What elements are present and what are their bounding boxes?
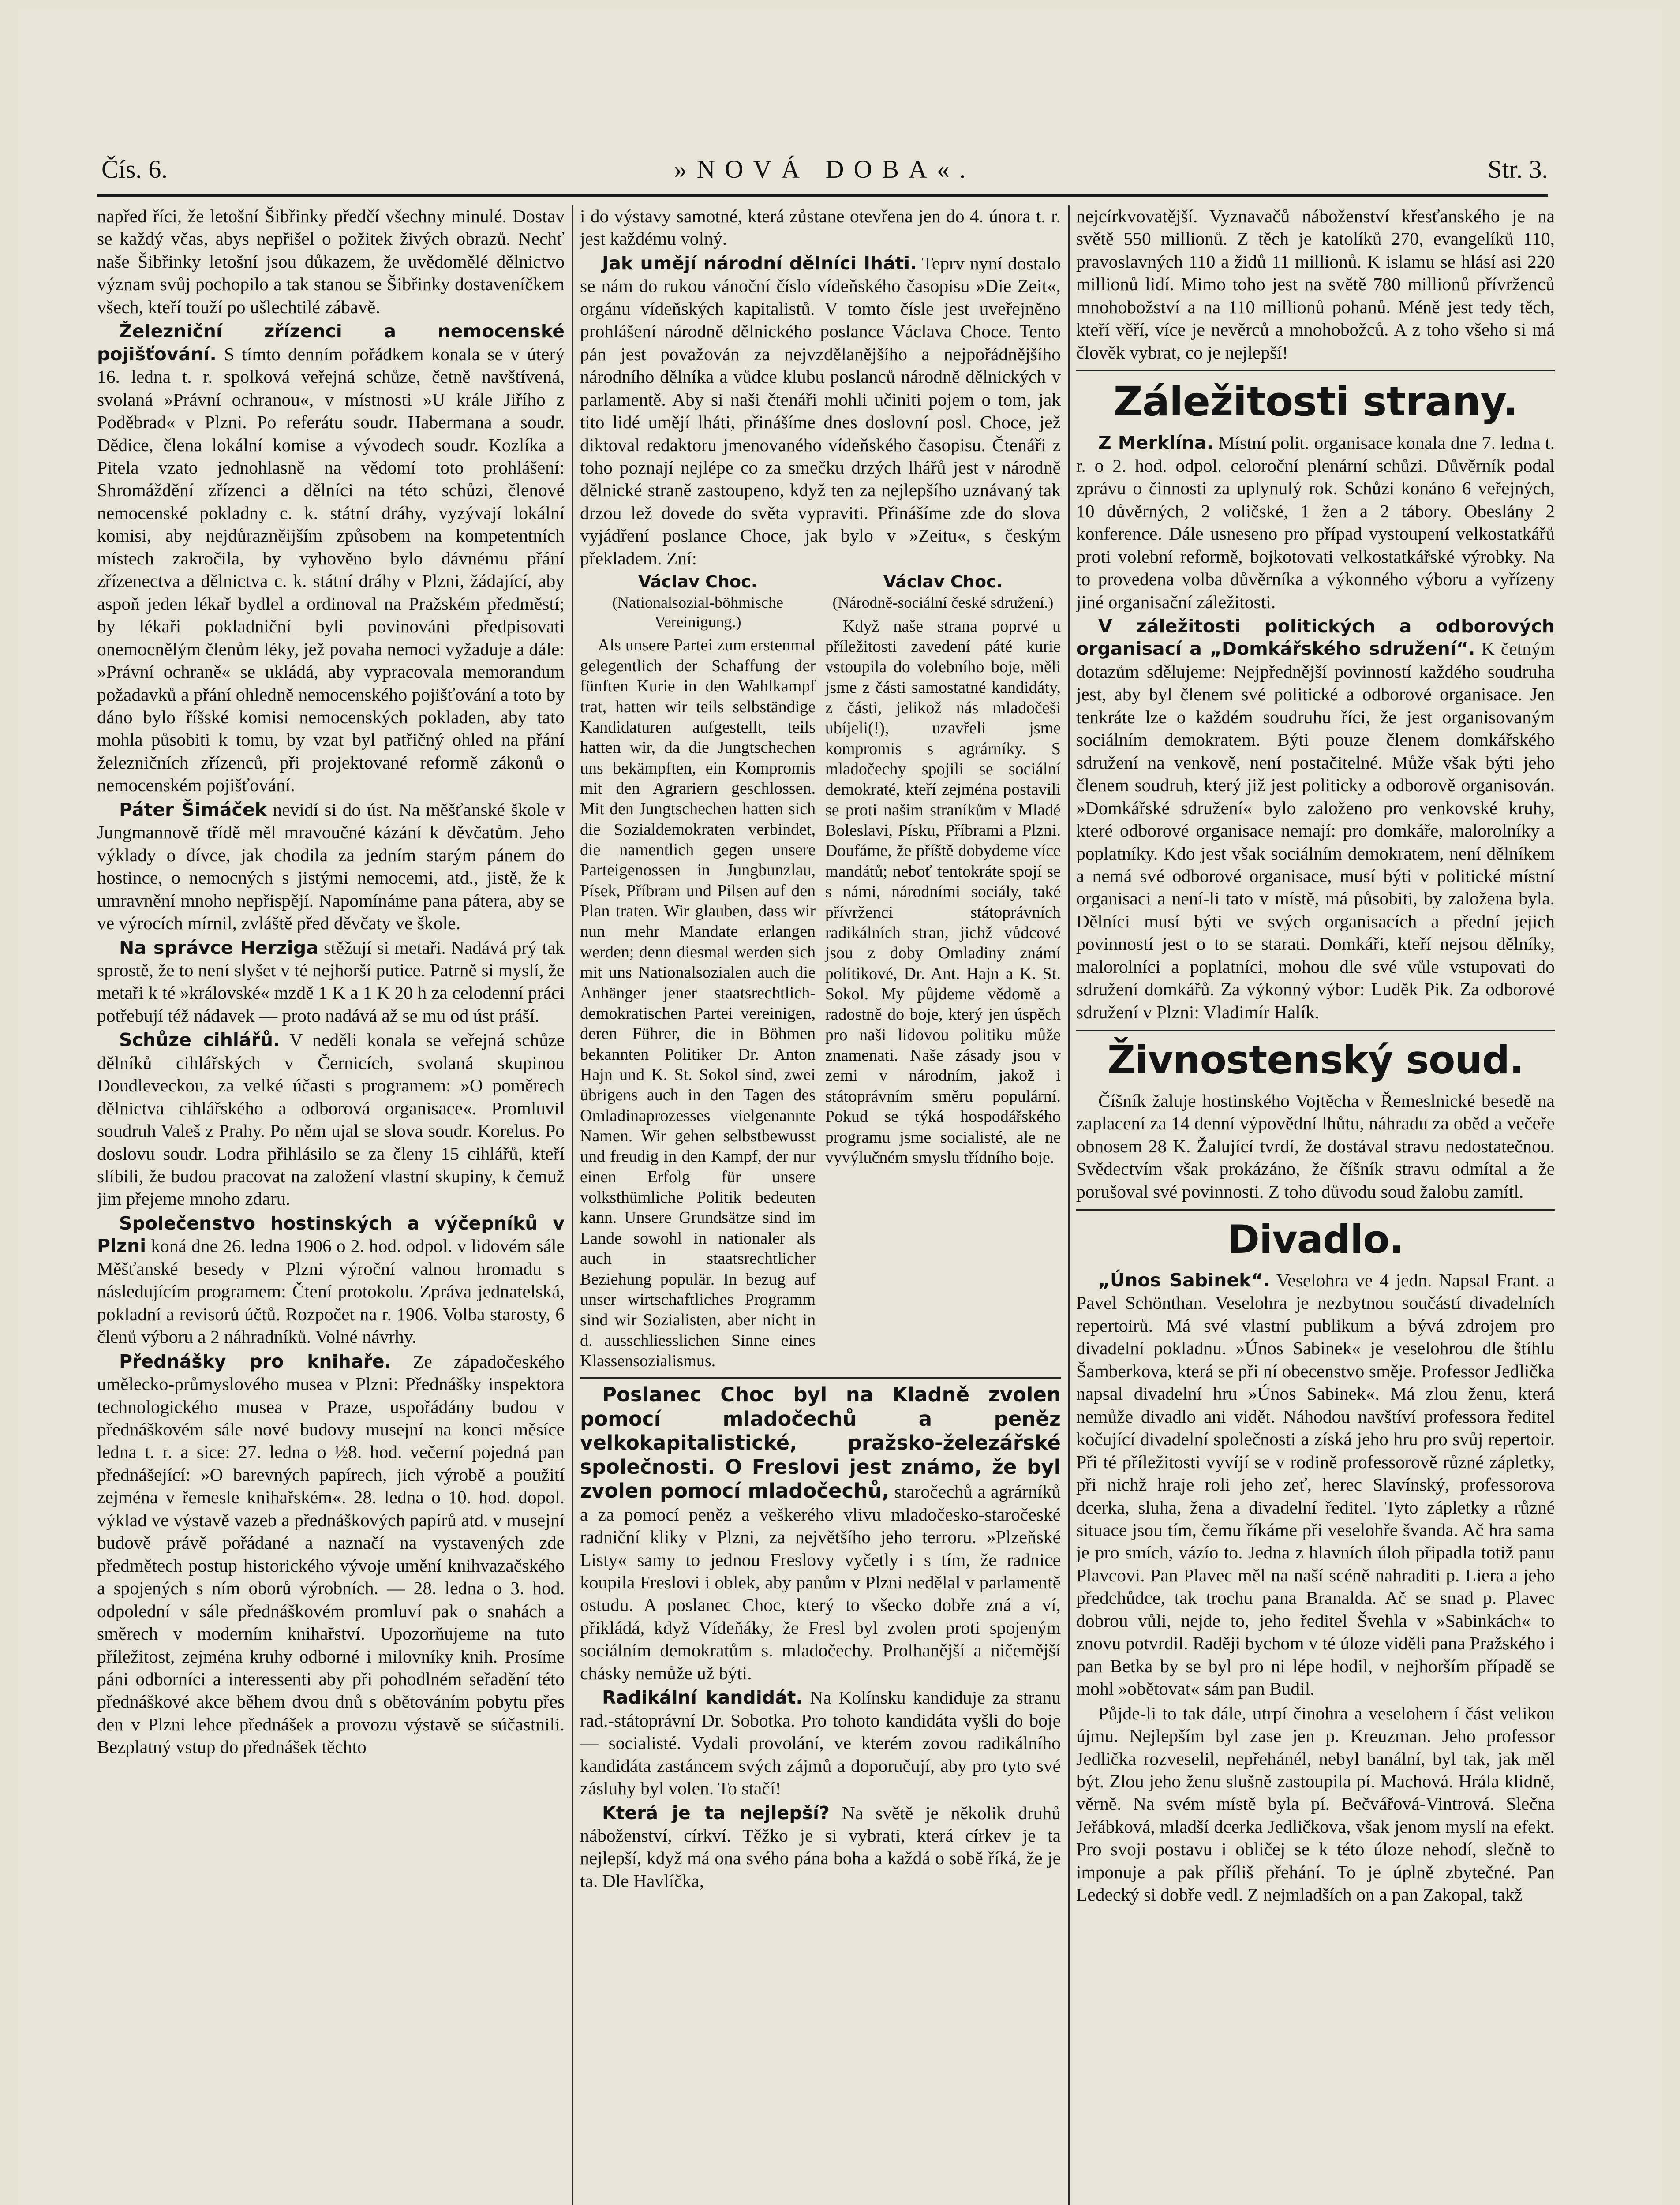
section-rule xyxy=(1076,370,1555,371)
article-paragraph xyxy=(580,1802,1061,1893)
bilingual-quote xyxy=(580,572,1061,1371)
article-paragraph xyxy=(97,1212,565,1349)
header-rule xyxy=(97,194,1548,197)
issue-number: Čís. 6. xyxy=(101,155,168,183)
quote-affiliation: (Nationalsozial-böhmische Vereinigung.) xyxy=(612,593,783,631)
article-text: S tímto denním pořádkem konala se v úterý 16. ledna t. r. spolková veřejná schůze, četně navštívená, svolaná »Právní ochranou«, v místnosti »U krále Jiřího z Poděbrad« v Plzni. Po referátu soudr. Habermana a soudr. Dědice, člena lokální komise a vývodech soudr. Kozlíka a Pitela vzato jednohlasně na vědomí toto prohlášení: Shromáždění zřízenci a dělníci na této schůzi, členové nemocenské pokladny c. k. státní dráhy, vyzývají lokální komisi, aby nejdůrazněijším způsobem na kompetentních místech zakročila, by vyhověno bylo dávnému přání zřízenectva a dělnictva c. k. státní dráhy v Plzni, žádající, aby aspoň jeden lékař bydlel a ordinoval na Pražském předměstí; by lékaři pokladniční byli povinováni předpisovati onemocnělým členům léky, jež povaha nemoci vyžaduje a dále: »Právní ochraně« se ukládá, aby vypracovala memorandum požadavků a přání ohledně nemocenského pojišťování a toto by dáno bylo říšské komisi nemocenských pokladen, aby tato mohla působiti k tomu, by vzat byl patřičný ohled na přání železničních zřízenců, při projektované reformě zákonů o nemocenském pojišťování. xyxy=(97,344,565,796)
column-3 xyxy=(1076,205,1555,2205)
article-heading: Schůze cihlářů. xyxy=(119,1029,280,1051)
article-heading: V záležitosti politických a odborových organisací a „Domkářského sdružení“. xyxy=(1076,615,1555,660)
section-rule xyxy=(1076,1030,1555,1031)
article-paragraph xyxy=(97,799,565,935)
article-heading: Přednášky pro knihaře. xyxy=(119,1350,392,1372)
article-heading: Radikální kandidát. xyxy=(602,1687,803,1708)
article-heading: Železniční zřízenci a nemocenské pojišťování. xyxy=(97,321,565,365)
article-paragraph xyxy=(97,320,565,797)
article-text: Teprv nyní dostalo se nám do rukou vánoční číslo vídeňského časopisu »Die Zeit«, orgánu vídeňských kapitalistů. V tomto čísle jest uveřejněno prohlášení národně dělnického poslance Václava Choce. Tento pán jest považován za nejvzdělanějšího a nejpořádnějšího národního dělníka a vůdce klubu poslanců národně dělnických v parlamentě. Aby si naši čtenáři mohli učiniti pojem o tom, jak tito lidé umějí lháti, přinášíme dnes doslovní posl. Choce, jež diktoval redaktoru jmenovaného vídeňského časopisu. Čtenáři z toho poznají nejlépe co za smečku drzých lhářů jest v národně dělnické straně zastoupeno, když ten za nejlepšího uznávaný tak drzou lež dovede do světa vypraviti. Přinášíme zde do slova vyjádření poslance Choce, jak bylo v »Zeitu«, s českým překladem. Zní: xyxy=(580,253,1061,568)
article-heading: Z Merklína. xyxy=(1098,432,1214,454)
article-paragraph xyxy=(97,1350,565,1759)
article-text: koná dne 26. ledna 1906 o 2. hod. odpol. v lidovém sále Měšťanské besedy v Plzni výroční valnou hromadu s následujícím programem: Čtení protokolu. Zpráva jednatelská, pokladní a revisorů účtů. Rozpočet na r. 1906. Volba starosty, 6 členů výboru a 2 náhradníků. Volné návrhy. xyxy=(97,1236,565,1347)
article-paragraph xyxy=(580,1686,1061,1800)
column-1 xyxy=(97,205,565,2205)
article-heading: „Únos Sabinek“. xyxy=(1098,1270,1270,1291)
section-rule xyxy=(1076,1209,1555,1211)
article-paragraph xyxy=(97,937,565,1028)
article-paragraph xyxy=(1076,432,1555,613)
section-heading-party: Záležitosti strany. xyxy=(1113,378,1518,426)
article-text: Na světě je několik druhů náboženství, církví. Těžko je si vybrati, která církev je ta nejlepší, když má ona svého pána boha a každá o sobě říká, že je ta. Dle Havlíčka, xyxy=(580,1802,1061,1891)
article-text: nejcírkvovatější. Vyznavačů náboženství křesťanského je na světě 550 millionů. Z těch je katolíků 270, evangelíků 110, pravoslavných 110 a židů 11 millionů. K islamu se hlásí asi 220 millionů lidí. Mimo toho jest na světě 780 millionů přívrženců mnohobožství a na 110 millionů pohanů. Méně jest tedy těch, kteří věří, více je nevěrců a mnohobožců. A z toho všeho si má člověk vybrat, co je nejlepší! xyxy=(1076,206,1555,363)
article-paragraph xyxy=(580,1383,1061,1685)
page-header xyxy=(101,154,1548,194)
article-heading: Páter Šimáček xyxy=(119,799,267,820)
article-heading: Společenstvo hostinských a výčepníků v Plzni xyxy=(97,1212,565,1257)
section-rule xyxy=(580,1377,1061,1379)
column-divider-2 xyxy=(1068,205,1070,2205)
article-text: i do výstavy samotné, která zůstane otevřena jen do 4. února t. r. jest každému volný. xyxy=(580,206,1061,249)
column-2 xyxy=(580,205,1061,2205)
article-paragraph xyxy=(1076,1269,1555,1700)
article-text: K četným dotazům sdělujeme: Nejpřednější povinností každého soudruha jest, aby byl členem své politické a odborové organisace. Jen tenkráte lze o každém soudruhu říci, že jest organisovaným sociálním demokratem. Býti pouze členem domkářského sdružení na venkově, není postačitelné. Může však býti jeho členem soudruh, který již jest politicky a odborově organisován. »Domkářské sdružení« bylo založeno pro venkovské kruhy, které odborové organisace nemají: pro domkáře, malorolníky a poplatníky. Kdo jest však sociálním demokratem, není dělníkem a nemá své odborové organisace, musí býti v politické místní organisaci a není-li tato v místě, má působiti, by založena byla. Dělníci musí býti ve svých organisacích a přední jejich povinností jest o to se starati. Domkáři, kteří nejsou dělníky, malorolníci a poplatníci, mohou dle své vůle vstupovati do sdružení domkářů. Za výkonný výbor: Luděk Pik. Za odborové sdružení v Plzni: Vladimír Halík. xyxy=(1076,639,1555,1022)
section-heading-trade-court: Živnostenský soud. xyxy=(1107,1037,1524,1083)
article-text: Veselohra ve 4 jedn. Napsal Frant. a Pavel Schönthan. Veselohra je nezbytnou součástí divadelních repertoirů. Má své vlastní publikum a bývá zdrojem pro divadelní pokladnu. »Únos Sabinek« je veselohrou dle štíhlu Šamberkova, která se při ní obecenstvo směje. Professor Jedlička napsal divadelní hru »Únos Sabinek«. Má zlou ženu, která nemůže divadlo ani vidět. Náhodou navštíví professora ředitel kočující divadelní společnosti a získá jeho hru pro svůj repertoir. Při té příležitosti vyvíjí se v rodině professorově různé zápletky, při nichž hraje roli jeho zeť, herec Slavínský, professorova dcerka, sluha, žena a divadelní ředitel. Tyto zápletky a různé situace jsou tím, čemu říkáme při veselohře švanda. Ač hra sama je pro smích, vázío to. Jedna z hlavních úloh připadla totiž panu Plavcovi. Pan Plavec měl na naší scéně nahraditi p. Liera a jeho předchůdce, tak trochu pana Branalda. Ač se snad p. Plavec dobrou vůli, nejde to, jeho ředitel Švehla v »Sabinkách« to znovu potvrdil. Raději bychom v té úloze viděli pana Pražského i pan Betka by se byl pro ni lépe hodil, v nejhorším případě se mohl »obětovat« sám pan Budil. xyxy=(1076,1270,1555,1699)
quote-author: Václav Choc. xyxy=(883,572,1003,592)
german-original xyxy=(580,572,816,1371)
quote-author: Václav Choc. xyxy=(638,572,758,592)
article-text: nevidí si do úst. Na měšťanské škole v Jungmannově třídě měl mravoučné kázání k děvčatům. Jeho výklady o dívce, jak chodila za jedním starým pánem do hostince, o nemocných s jistými nemocemi, atd., jistě, že k umravnění mnoho nepřispějí. Napomínáme pana pátera, aby se ve výrocích mírnil, zvláště před děvčaty ve škole. xyxy=(97,799,565,934)
article-text: V neděli konala se veřejná schůze dělníků cihlářských v Černicích, svolaná skupinou Doudleveckou, za velké účasti s programem: »O poměrech dělnictva cihlářského a odborová organisace«. Promluvil soudruh Valeš z Prahy. Po něm ujal se slova soudr. Korelus. Po doslovu soudr. Lodra přihlásilo se za členy 15 cihlářů, kteří slíbili, že budou pracovat na založení vlastní skupiny, k čemuž jim přejeme mnoho zdaru. xyxy=(97,1030,565,1209)
quote-text: Als unsere Partei zum erstenmal gelegentlich der Schaffung der fünften Kurie in den Wahlkampf trat, hatten wir teils selbständige Kandidaturen aufgestellt, teils hatten wir, da die Jungtschechen uns bekämpften, ein Kompromis mit den Agrariern geschlossen. Mit den Jungtschechen hatten sich die Sozialdemokraten verbindet, die namentlich gegen unsere Parteigenossen in Jungbunzlau, Písek, Příbram und Pilsen auf den Plan traten. Wir glauben, dass wir nun mehr Mandate erlangen werden; denn diesmal werden sich mit uns Nationalsozialen auch die Anhänger jener staatsrechtlich-demokratischen Partei vereinigen, deren Führer, die in Böhmen bekannten Politiker Dr. Anton Hajn und K. St. Sokol sind, zwei übrigens auch in den Tagen des Omladinaprozesses vielgenannte Namen. Wir gehen selbstbewusst und freudig in den Kampf, der nur einen Erfolg für unsere volksthümliche Politik bedeuten kann. Unsere Grundsätze sind im Lande sowohl in nationaler als auch in staatsrechtlicher Beziehung populär. In bezug auf unser wirtschaftliches Programm sind wir Sozialisten, aber nicht in d. ausschliesslichen Sinne eines Klassensozialismus. xyxy=(580,636,816,1370)
article-heading: Poslanec Choc byl na Kladně zvolen pomocí mladočechů a peněz velkokapitalistické, pražsko-železářské společnosti. O Freslovi jest známo, že byl zvolen pomocí mladočechů, xyxy=(580,1383,1061,1503)
article-text: Číšník žaluje hostinského Vojtěcha v Řemeslnické besedě na zaplacení za 14 denní výpovědní lhůtu, náhradu za oběd a večeře obnosem 28 K. Žalující tvrdí, že dostával stravu nedostatečnou. Svědectvím však prokázáno, že číšník stravu odmítal a že porušoval své povinnosti. Z toho důvodu soud žalobu zamítl. xyxy=(1076,1090,1555,1202)
page-number: Str. 3. xyxy=(1488,155,1548,183)
article-paragraph xyxy=(580,252,1061,570)
article-text: Na Kolínsku kandiduje za stranu rad.-státoprávní Dr. Sobotka. Pro tohoto kandidáta vyšli do boje — socialisté. Vydali provolání, ve kterém zovou radikálního kandidáta zastáncem svých zájmů a doporučují, aby pro tyto své zásluhy byl volen. To stačí! xyxy=(580,1687,1061,1799)
article-paragraph xyxy=(97,1029,565,1211)
article-heading: Která je ta nejlepší? xyxy=(602,1802,830,1824)
newspaper-page xyxy=(18,9,1662,2205)
column-divider-1 xyxy=(572,205,573,2205)
section-heading-theatre: Divadlo. xyxy=(1227,1217,1403,1263)
masthead-title: »NOVÁ DOBA«. xyxy=(674,155,976,183)
article-text: Místní polit. organisace konala dne 7. ledna t. r. o 2. hod. odpol. celoroční plenární schůzi. Důvěrník podal zprávu o činnosti za uplynulý rok. Schůzi konáno 6 veřejných, 10 důvěrných, 2 voličské, 1 žen a 2 tábory. Obeslány 2 konference. Dále usneseno pro případ vystoupení velkostatkářů proti volební reformě, bojkotovati velkostatkářské výrobky. Na to provedena volba důvěrníka a výkonného výboru a vyřízeny jiné organisační záležitosti. xyxy=(1076,433,1555,612)
article-text: Ze západočeského umělecko-průmyslového musea v Plzni: Přednášky inspektora technologického musea v Praze, uspořádány budou v přednáškovém sále nové budovy musejní na konci měsíce ledna t. r. a sice: 27. ledna o ½8. hod. večerní pojedná pan přednášející: »O barevných papírech, jich výrobě a použití zejména v řemesle knihařském«. 28. ledna o 10. hod. dopol. výklad ve výstavě vazeb a přednáškových papírů atd. v musejní budově právě pořádané a naznačí na vystavených zde předmětech postup historického vývoje umění knihvazačského a spojených s ním oborů výrobních. — 28. ledna o 3. hod. odpolední v sále přednáškovém promluví pak o snahách a směrech v moderním knihařství. Upozorňujeme na tuto příležitost, zejména kruhy odborné i milovníky knih. Prosíme páni odborníci a interessenti aby při pohodlném seřadění této přednáškové akce během dvou dnů s obětováním pobytu přes den v Plzni lehce přednášek a provozu výstavě se súčastnili. Bezplatný vstup do přednášek těchto xyxy=(97,1351,565,1757)
article-paragraph xyxy=(1076,615,1555,1024)
article-heading: Na správce Herziga xyxy=(119,937,318,958)
quote-text: Když naše strana poprvé u příležitosti zavedení páté kurie vstoupila do volebního boje, měli jsme z části samostatné kandidáty, z části, jelikož nás mladočeši ubíjeli(!), uzavřeli jsme kompromis s agrárníky. S mladočechy spojili se sociální demokraté, kteří zejména postavili se proti našim straníkům v Mladé Boleslavi, Písku, Příbrami a Plzni. Doufáme, že příště dobydeme více mandátů; neboť tentokráte spojí se s námi, národními sociály, také přívrženci státoprávních radikálních stran, jichž vůdcové jsou z doby Omladiny známí politikové, Dr. Ant. Hajn a K. St. Sokol. My půjdeme vědomě a radostně do boje, který jen úspěch pro naši lidovou politiku může znamenati. Naše zásady jsou v zemi v národním, jakož i státoprávním směru populární. Pokud se týká hospodářského programu jsme socialisté, ale ne vyvýlučném smyslu třídního boje. xyxy=(825,617,1061,1167)
czech-translation xyxy=(825,572,1061,1371)
article-text: staročechů a agrárníků a za pomocí peněz a veškerého vlivu mladočesko-staročeské radniční kliky v Plzni, za největšího jeho terroru. »Plzeňské Listy« samy to jednou Freslovy vyčetly i s tím, že radnice koupila Freslovi i oblek, aby panům v Plzni nedělal v parlamentě ostudu. A poslanec Choc, který to všecko dobře zná a ví, přikládá, když Vídeňáky, že Fresl byl zvolen proti spojeným sociálním demokratům s. mladočechy. Prolhanější a ničemější chásky nemůže už býti. xyxy=(580,1481,1061,1683)
article-text: napřed říci, že letošní Šibřinky předčí všechny minulé. Dostav se každý včas, abys nepřišel o požitek živých obrazů. Nechť naše Šibřinky letošní jsou důkazem, že uvědomělé dělnictvo význam svůj pochopilo a tak stanou se Šibřinky dostaveníčkem všech, kteří touží po ušlechtilé zábavě. xyxy=(97,206,565,317)
quote-affiliation: (Národně-sociální české sdružení.) xyxy=(832,593,1054,611)
article-heading: Jak umějí národní dělníci lháti. xyxy=(602,252,917,274)
article-text: Půjde-li to tak dále, utrpí činohra a veselohern í část velikou újmu. Nejlepším byl zase jen p. Kreuzman. Jeho professor Jedlička rozveselil, nepřehánél, nebyl banální, byl tak, jak měl být. Zlou jeho ženu slušně zastoupila pí. Machová. Hrála klidně, věrně. Na svém místě byla pí. Bečvářová-Vintrová. Slečna Jeřábková, mladší dcerka Jedličkova, však jenom myslí na efekt. Pro svoji postavu i obličej se k této úloze nehodí, slečně to imponuje a pak příliš přehání. To je úplně zbytečné. Pan Ledecký si dobře vedl. Z nejmladších on a pan Zakopal, takž xyxy=(1076,1703,1555,1905)
article-text: stěžují si metaři. Nadává prý tak sprostě, že to není slyšet v té nejhorší putice. Patrně si myslí, že metaři k té »královské« mzdě 1 K a 1 K 20 h za celodenní práci potřebují též nádavek — proto nadává až se mu od úst práší. xyxy=(97,937,565,1026)
